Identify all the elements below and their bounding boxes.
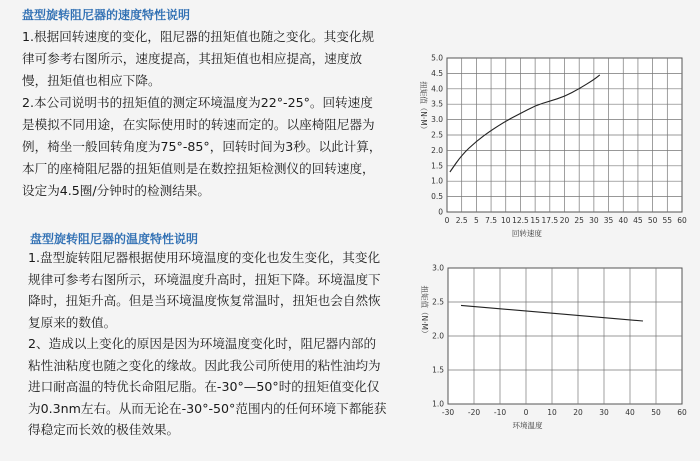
- speed-section-text: [22, 26, 381, 202]
- y-tick-label: 2.0: [432, 331, 444, 341]
- x-tick-label: -10: [493, 408, 507, 417]
- y-tick-label: 1.5: [431, 161, 443, 171]
- paragraph-line: 2.本公司说明书的扭矩值的测定环境温度为22°-25°。回转速度: [22, 95, 373, 110]
- x-tick-label: 45: [633, 216, 643, 225]
- y-tick-label: 0.5: [431, 192, 443, 202]
- x-tick-label: 0: [523, 408, 529, 417]
- y-tick-label: 2.0: [431, 145, 443, 155]
- x-tick-label: 50: [651, 408, 661, 417]
- paragraph-line: 律可参考右图所示，速度提高，其扭矩值也相应提高，速度放: [22, 51, 363, 66]
- x-tick-label: 30: [589, 216, 599, 225]
- paragraph-line: 规律可参考右图所示，环境温度升高时，扭矩下降。环境温度下: [28, 271, 381, 287]
- x-tick-label: 7.5: [485, 216, 498, 225]
- y-tick-label: 1.0: [431, 176, 443, 186]
- x-tick-label: 0: [444, 216, 450, 225]
- x-tick-label: 55: [662, 216, 673, 225]
- x-tick-label: 17.5: [541, 216, 559, 225]
- y-tick-label: 2.5: [431, 130, 443, 140]
- paragraph-line: 得稳定而长效的极佳效果。: [28, 422, 180, 437]
- x-tick-label: 25: [574, 216, 584, 225]
- x-tick-label: 60: [677, 216, 687, 225]
- x-axis-label: 回转速度: [511, 229, 542, 238]
- x-tick-label: -20: [467, 408, 481, 417]
- paragraph-line: 1.根据回转速度的变化，阻尼器的扭矩值也随之变化。其变化规: [22, 29, 375, 44]
- x-tick-label: 2.5: [455, 216, 468, 225]
- y-axis-label: 扭矩值（N·M）: [420, 285, 429, 338]
- y-tick-label: 3.0: [431, 115, 443, 125]
- paragraph-line: 粘性油粘度也随之变化的缘故。因此我公司所使用的粘性油均为: [28, 357, 381, 373]
- paragraph-line: 降时，扭矩升高。但是当环境温度恢复常温时，扭矩也会自然恢: [28, 293, 381, 308]
- x-tick-label: 35: [603, 216, 614, 225]
- x-tick-label: 15: [530, 216, 540, 225]
- paragraph-line: 设定为4.5圈/分钟时的检测结果。: [22, 183, 210, 198]
- x-axis-label: 环境温度: [512, 421, 543, 430]
- speed-section-title: 盘型旋转阻尼器的速度特性说明: [22, 8, 191, 22]
- x-tick-label: 40: [625, 408, 635, 417]
- y-tick-label: 1.5: [432, 365, 444, 375]
- y-tick-label: 5.0: [431, 53, 443, 63]
- x-tick-label: -30: [441, 408, 455, 417]
- x-tick-label: 50: [647, 216, 658, 225]
- y-tick-label: 0: [438, 207, 443, 217]
- x-tick-label: 5: [473, 216, 479, 225]
- paragraph-line: 1.盘型旋转阻尼器根据使用环境温度的变化也发生变化，其变化: [28, 250, 381, 265]
- paragraph-line: 例，椅坐一般回转角度为75°-85°，回转时间为3秒。以此计算，: [22, 139, 382, 154]
- temperature-section-text: [28, 247, 386, 441]
- y-tick-label: 3.0: [432, 263, 444, 273]
- y-axis-label: 扭矩值（N·M）: [419, 81, 428, 134]
- x-tick-label: 20: [573, 408, 583, 417]
- speed-torque-chart: [400, 44, 700, 244]
- y-tick-label: 2.5: [432, 297, 444, 307]
- x-tick-label: 60: [677, 408, 687, 417]
- paragraph-line: 本厂的座椅阻尼器的扭矩值则是在数控扭矩检测仪的回转速度，: [22, 161, 375, 176]
- x-tick-label: 10: [547, 408, 557, 417]
- x-tick-label: 12.5: [512, 216, 529, 225]
- y-tick-label: 4.0: [431, 84, 443, 94]
- paragraph-line: 复原来的数值。: [28, 314, 117, 330]
- y-tick-label: 4.5: [431, 68, 443, 78]
- x-tick-label: 20: [559, 216, 570, 225]
- x-tick-label: 30: [599, 408, 609, 417]
- temperature-section-title: 盘型旋转阻尼器的温度特性说明: [30, 232, 199, 246]
- paragraph-line: 2、造成以上变化的原因是因为环境温度变化时，阻尼器内部的: [28, 336, 377, 351]
- paragraph-line: 为0.3nm左右。从而无论在-30°-50°范围内的任何环境下都能获: [28, 400, 387, 416]
- paragraph-line: 进口耐高温的特优长命阻尼脂。在-30°—50°时的扭矩值变化仅: [28, 379, 380, 394]
- paragraph-line: 是模拟不同用途，在实际使用时的转速而定的。以座椅阻尼器为: [22, 117, 375, 132]
- x-tick-label: 10: [500, 216, 511, 225]
- y-tick-label: 1.0: [432, 399, 444, 409]
- temperature-torque-chart: [400, 262, 700, 432]
- y-tick-label: 3.5: [431, 99, 443, 109]
- paragraph-line: 慢，扭矩值也相应下降。: [22, 73, 161, 88]
- x-tick-label: 40: [618, 216, 629, 225]
